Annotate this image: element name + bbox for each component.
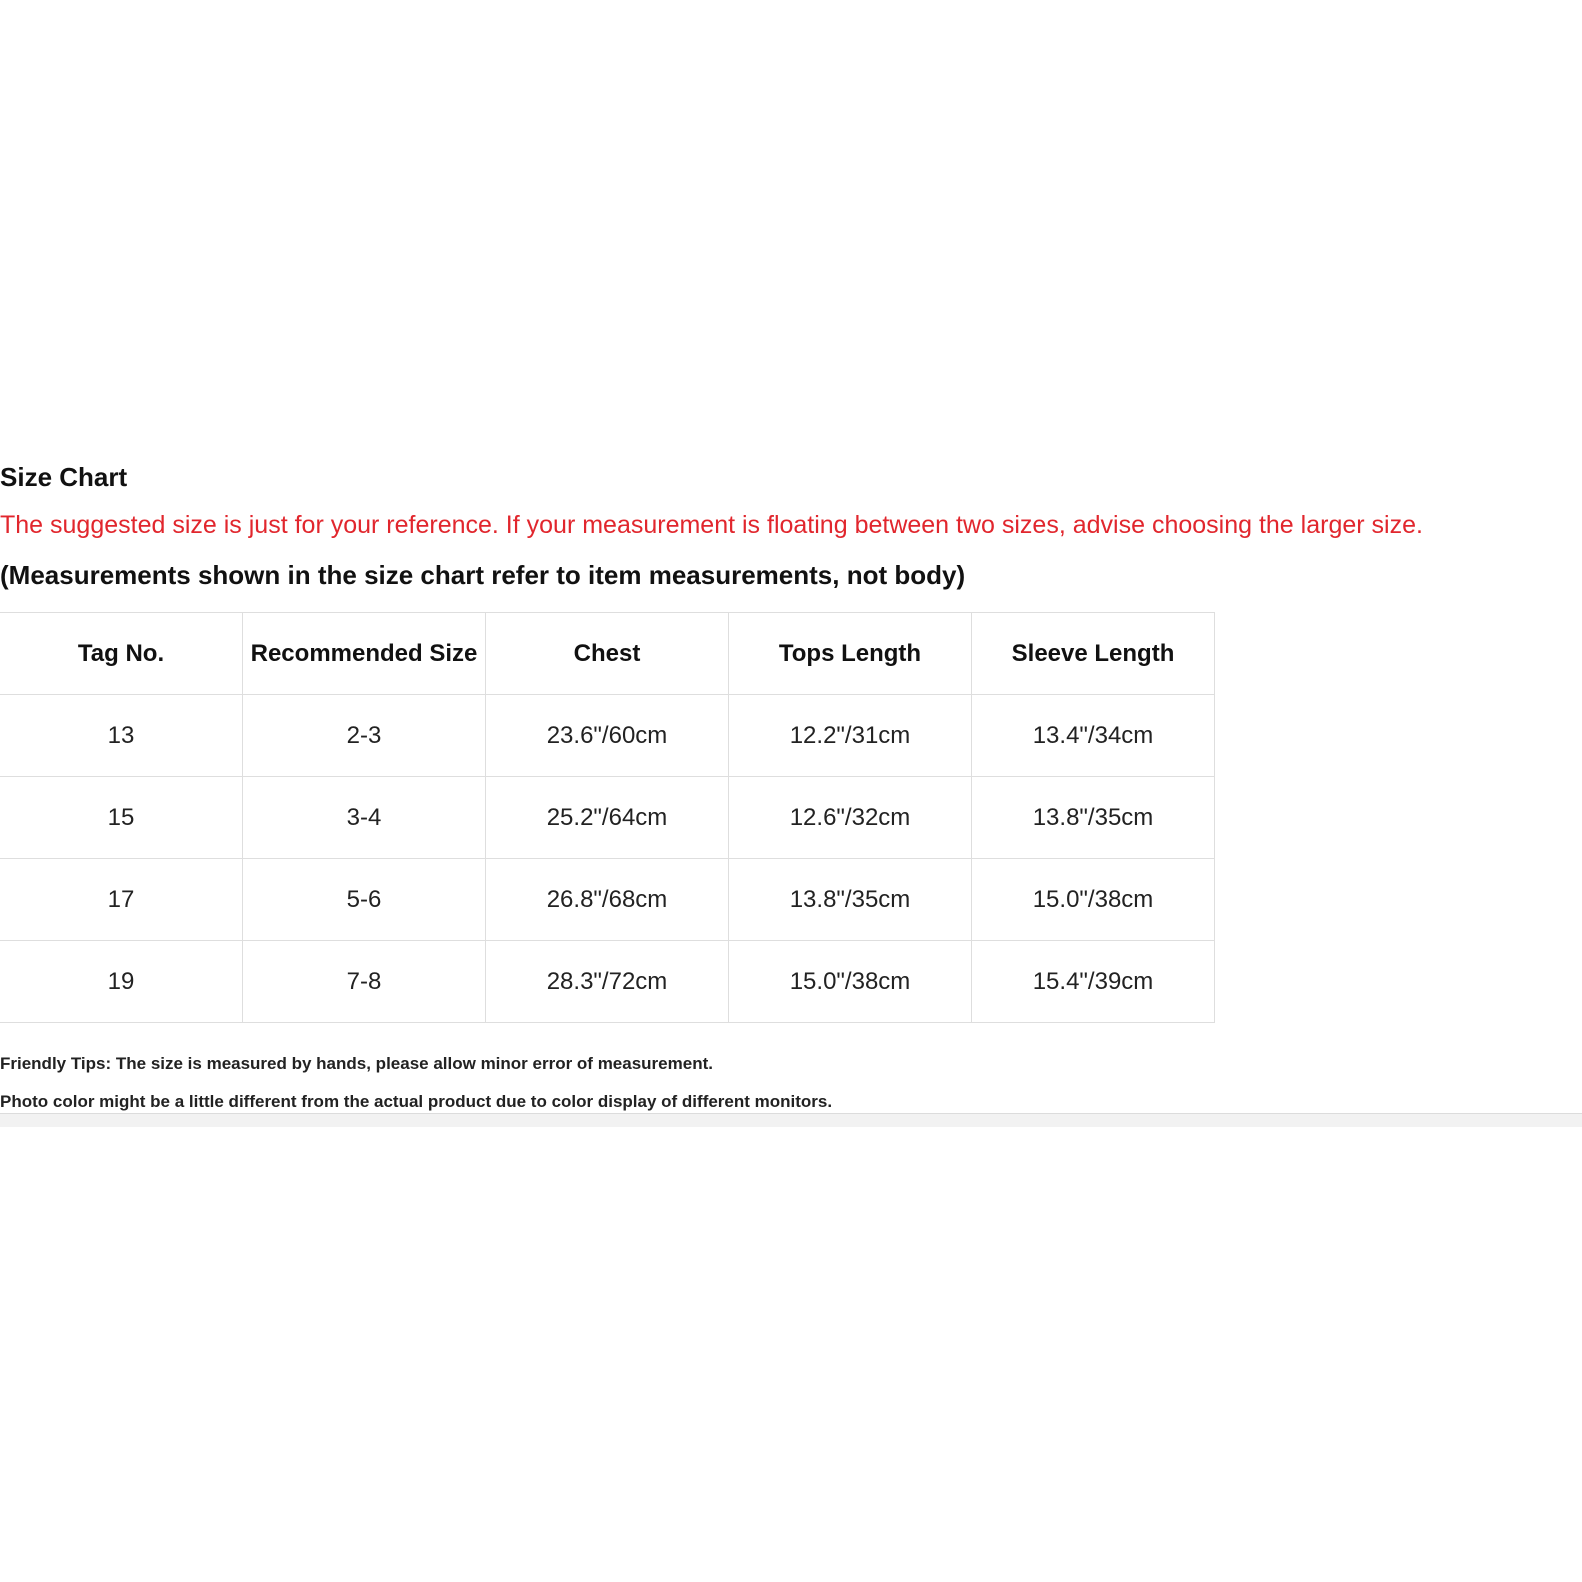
table-row	[0, 695, 1215, 777]
friendly-tips-text: Friendly Tips: The size is measured by hands, please allow minor error of measurement.	[0, 1054, 713, 1073]
cell-tops-length: 12.2"/31cm	[729, 695, 972, 777]
table-row	[0, 859, 1215, 941]
header-tag-no: Tag No.	[0, 613, 243, 695]
header-sleeve-length: Sleeve Length	[972, 613, 1215, 695]
cell-chest: 26.8"/68cm	[486, 859, 729, 941]
cell-chest: 25.2"/64cm	[486, 777, 729, 859]
table-row	[0, 941, 1215, 1023]
cell-tops-length: 13.8"/35cm	[729, 859, 972, 941]
size-chart-title: Size Chart	[0, 462, 128, 492]
cell-recommended-size: 7-8	[243, 941, 486, 1023]
header-chest: Chest	[486, 613, 729, 695]
cell-recommended-size: 3-4	[243, 777, 486, 859]
table-row	[0, 777, 1215, 859]
cell-tops-length: 15.0"/38cm	[729, 941, 972, 1023]
cell-tag-no: 19	[0, 941, 243, 1023]
cell-sleeve-length: 13.8"/35cm	[972, 777, 1215, 859]
cell-sleeve-length: 15.0"/38cm	[972, 859, 1215, 941]
table-header-row	[0, 613, 1215, 695]
header-tops-length: Tops Length	[729, 613, 972, 695]
cell-recommended-size: 2-3	[243, 695, 486, 777]
cell-recommended-size: 5-6	[243, 859, 486, 941]
size-table	[0, 612, 1215, 1023]
header-recommended-size: Recommended Size	[243, 613, 486, 695]
divider	[0, 1113, 1582, 1127]
cell-tag-no: 13	[0, 695, 243, 777]
cell-tops-length: 12.6"/32cm	[729, 777, 972, 859]
photo-color-note: Photo color might be a little different from the actual product due to color display of different monitors.	[0, 1092, 833, 1111]
cell-sleeve-length: 15.4"/39cm	[972, 941, 1215, 1023]
cell-tag-no: 17	[0, 859, 243, 941]
cell-chest: 28.3"/72cm	[486, 941, 729, 1023]
cell-tag-no: 15	[0, 777, 243, 859]
size-notice: The suggested size is just for your reference. If your measurement is floating between two sizes, advise choosing the larger size.	[0, 511, 1423, 539]
cell-chest: 23.6"/60cm	[486, 695, 729, 777]
measurement-note: (Measurements shown in the size chart refer to item measurements, not body)	[0, 560, 966, 590]
cell-sleeve-length: 13.4"/34cm	[972, 695, 1215, 777]
